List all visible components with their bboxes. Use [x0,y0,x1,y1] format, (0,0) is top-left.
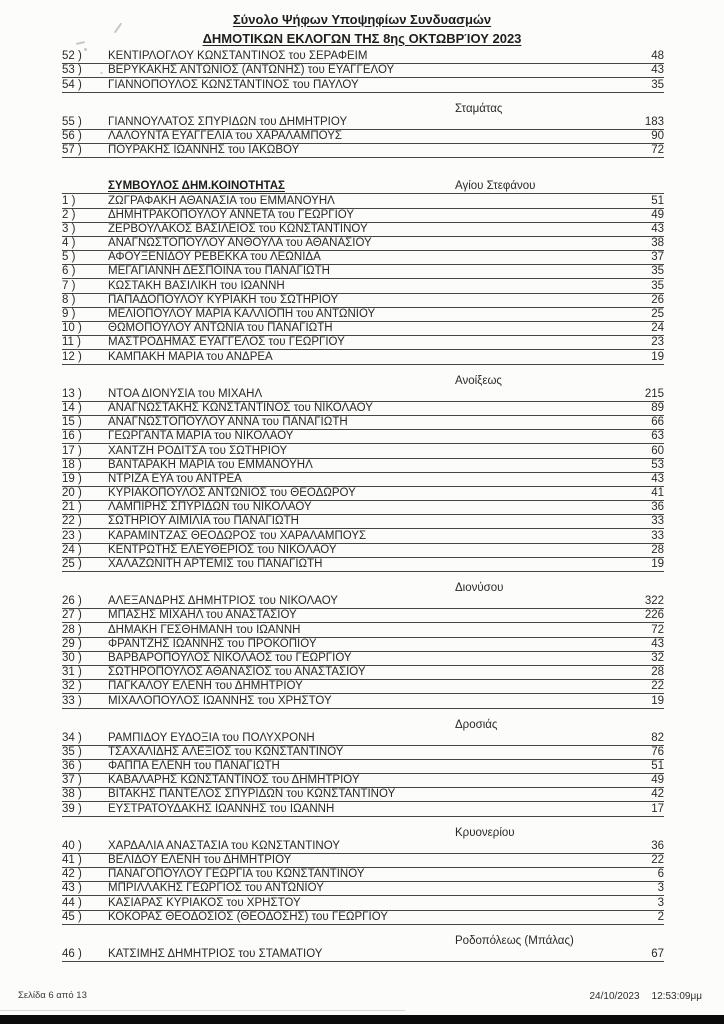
district-label-text: Κρυονερίου [455,826,515,839]
candidate-name: ΔΗΜΑΚΗ ΓΕΣΘΗΜΑΝΗ του ΙΩΑΝΝΗ [108,623,301,636]
candidate-name: ΦΑΠΠΑ ΕΛΕΝΗ του ΠΑΝΑΓΙΩΤΗ [108,760,280,773]
footer-page-number: Σελίδα 6 από 13 [18,990,87,1001]
vote-count: 35 [651,78,664,91]
candidate-number: 37 ) [62,774,82,787]
district-label [62,102,664,116]
vote-count: 36 [651,501,664,514]
candidate-name: ΓΙΑΝΝΟΥΛΑΤΟΣ ΣΠΥΡΙΔΩΝ του ΔΗΜΗΤΡΙΟΥ [108,115,348,128]
candidate-name: ΤΣΑΧΑΛΙΔΗΣ ΑΛΕΞΙΟΣ του ΚΩΝΣΤΑΝΤΙΝΟΥ [108,745,344,758]
candidate-row [62,78,664,92]
candidate-row [62,515,664,529]
candidate-row [62,50,664,64]
vote-count: 89 [651,401,664,414]
candidate-number: 57 ) [62,144,82,157]
candidate-row [62,854,664,868]
candidate-name: ΚΑΣΙΑΡΑΣ ΚΥΡΙΑΚΟΣ του ΧΡΗΣΤΟΥ [108,896,301,909]
candidate-row [62,459,664,473]
candidate-row [62,694,664,708]
candidate-name: ΠΑΠΑΔΟΠΟΥΛΟΥ ΚΥΡΙΑΚΗ του ΣΩΤΗΡΙΟΥ [108,293,339,306]
candidate-row [62,237,664,251]
candidate-number: 8 ) [62,293,76,306]
vote-count: 43 [651,472,664,485]
candidate-row [62,840,664,854]
candidate-number: 35 ) [62,745,82,758]
candidate-row [62,948,664,962]
vote-count: 19 [651,694,664,707]
candidate-name: ΑΝΑΓΝΩΣΤΑΚΗΣ ΚΩΝΣΤΑΝΤΙΝΟΣ του ΝΙΚΟΛΑΟΥ [108,401,373,414]
candidate-number: 33 ) [62,694,82,707]
candidate-row [62,623,664,637]
candidate-number: 26 ) [62,595,82,608]
candidate-name: ΜΕΓΑΓΙΑΝΝΗ ΔΕΣΠΟΙΝΑ του ΠΑΝΑΓΙΩΤΗ [108,265,330,278]
candidate-row [62,64,664,78]
vote-count: 76 [651,745,664,758]
candidate-number: 54 ) [62,78,82,91]
candidate-number: 56 ) [62,129,82,142]
candidate-row [62,130,664,144]
candidate-row [62,209,664,223]
district-label-text: Ροδοπόλεως (Μπάλας) [455,934,574,947]
candidate-name: ΒΕΡΥΚΑΚΗΣ ΑΝΤΩΝΙΟΣ (ΑΝΤΩΝΗΣ) του ΕΥΑΓΓΕΛΟΥ [108,64,395,77]
candidate-number: 52 ) [62,50,82,63]
vote-count: 48 [651,50,664,63]
vote-count: 38 [651,237,664,250]
vote-count: 36 [651,839,664,852]
candidate-name: ΜΕΛΙΟΠΟΥΛΟΥ ΜΑΡΙΑ ΚΑΛΛΙΟΠΗ του ΑΝΤΩΝΙΟΥ [108,308,376,320]
vote-count: 90 [651,129,664,142]
candidate-name: ΚΑΤΣΙΜΗΣ ΔΗΜΗΤΡΙΟΣ του ΣΤΑΜΑΤΙΟΥ [108,947,323,960]
candidate-row [62,416,664,430]
candidate-number: 44 ) [62,896,82,909]
footer-time: 12:53:09μμ [651,991,702,1002]
candidate-name: ΒΙΤΑΚΗΣ ΠΑΝΤΕΛΟΣ ΣΠΥΡΙΔΩΝ του ΚΩΝΣΤΑΝΤΙΝΟΥ [108,788,396,801]
candidate-row [62,501,664,515]
candidate-name: ΧΑΝΤΖΗ ΡΟΔΙΤΣΑ του ΣΩΤΗΡΙΟΥ [108,444,288,457]
vote-count: 41 [651,487,664,500]
candidate-number: 53 ) [62,64,82,77]
candidate-number: 28 ) [62,623,82,636]
candidate-row [62,732,664,746]
council-section-header-row [62,180,664,194]
vote-count: 24 [651,322,664,335]
candidate-name: ΒΑΝΤΑΡΑΚΗ ΜΑΡΙΑ του ΕΜΜΑΝΟΥΗΛ [108,458,313,471]
vote-count: 43 [651,222,664,235]
candidate-row [62,638,664,652]
district-label-text: Ανοίξεως [455,374,502,387]
candidate-row [62,251,664,265]
vote-count: 49 [651,208,664,221]
candidate-row [62,666,664,680]
candidate-name: ΧΑΡΔΑΛΙΑ ΑΝΑΣΤΑΣΙΑ του ΚΩΝΣΤΑΝΤΙΝΟΥ [108,839,340,852]
page-title: Σύνολο Ψήφων Υποψηφίων Συνδυασμών [232,12,492,27]
candidate-name: ΚΕΝΤΙΡΛΟΓΛΟΥ ΚΩΝΣΤΑΝΤΙΝΟΣ του ΣΕΡΑΦΕΙΜ [108,50,368,63]
candidate-number: 22 ) [62,515,82,528]
candidate-row [62,265,664,279]
candidate-name: ΖΩΓΡΑΦΑΚΗ ΑΘΑΝΑΣΙΑ του ΕΜΜΑΝΟΥΗΛ [108,194,335,207]
candidate-row [62,322,664,336]
candidate-name: ΝΤΡΙΖΑ ΕΥΑ του ΑΝΤΡΕΑ [108,472,242,485]
footer-date: 24/10/2023 [589,991,640,1002]
candidate-number: 23 ) [62,529,82,542]
candidate-number: 4 ) [62,237,76,250]
candidate-number: 15 ) [62,416,82,429]
candidate-row [62,595,664,609]
council-section-title: ΣΥΜΒΟΥΛΟΣ ΔΗΜ.ΚΟΙΝΟΤΗΤΑΣ [108,180,285,193]
vote-count: 17 [651,802,664,815]
results-table [62,50,664,962]
vote-count: 215 [644,387,664,400]
candidate-row [62,760,664,774]
candidate-number: 46 ) [62,947,82,960]
vote-count: 82 [651,731,664,744]
candidate-number: 29 ) [62,637,82,650]
candidate-row [62,788,664,802]
vote-count: 22 [651,854,664,866]
candidate-number: 42 ) [62,868,82,881]
vote-count: 26 [651,293,664,306]
candidate-number: 32 ) [62,680,82,693]
candidate-name: ΑΝΑΓΝΩΣΤΟΠΟΥΛΟΥ ΑΝΘΟΥΛΑ του ΑΘΑΝΑΣΙΟΥ [108,237,372,250]
candidate-number: 7 ) [62,279,76,292]
candidate-row [62,680,664,694]
vote-count: 2 [657,910,664,923]
vote-count: 35 [651,279,664,292]
candidate-number: 16 ) [62,430,82,443]
vote-count: 322 [644,595,664,608]
candidate-number: 2 ) [62,208,76,221]
vote-count: 51 [651,194,664,207]
candidate-name: ΜΠΑΣΗΣ ΜΙΧΑΗΛ του ΑΝΑΣΤΑΣΙΟΥ [108,609,297,622]
candidate-name: ΒΕΛΙΔΟΥ ΕΛΕΝΗ του ΔΗΜΗΤΡΙΟΥ [108,854,292,866]
vote-count: 22 [651,680,664,693]
candidate-name: ΕΥΣΤΡΑΤΟΥΔΑΚΗΣ ΙΩΑΝΝΗΣ του ΙΩΑΝΝΗ [108,802,335,815]
candidate-name: ΣΩΤΗΡΙΟΥ ΑΙΜΙΛΙΑ του ΠΑΝΑΓΙΩΤΗ [108,515,299,528]
scan-edge-artifact [0,1015,724,1024]
vote-count: 35 [651,265,664,278]
candidate-name: ΓΙΑΝΝΟΠΟΥΛΟΣ ΚΩΝΣΤΑΝΤΙΝΟΣ του ΠΑΥΛΟΥ [108,78,359,91]
vote-count: 183 [644,115,664,128]
district-label-text: Δροσιάς [455,718,498,731]
candidate-name: ΚΕΝΤΡΩΤΗΣ ΕΛΕΥΘΕΡΙΟΣ του ΝΙΚΟΛΑΟΥ [108,543,337,556]
candidate-number: 45 ) [62,910,82,923]
candidate-name: ΡΑΜΠΙΔΟΥ ΕΥΔΟΞΙΑ του ΠΟΛΥΧΡΟΝΗ [108,731,315,744]
candidate-name: ΚΑΡΑΜΙΝΤΖΑΣ ΘΕΟΔΩΡΟΣ του ΧΑΡΑΛΑΜΠΟΥΣ [108,529,367,542]
candidate-number: 30 ) [62,651,82,664]
candidate-row [62,558,664,572]
vote-count: 37 [651,251,664,264]
candidate-row [62,473,664,487]
candidate-name: ΛΑΜΠΙΡΗΣ ΣΠΥΡΙΔΩΝ του ΝΙΚΟΛΑΟΥ [108,501,312,514]
candidate-row [62,896,664,910]
candidate-name: ΚΩΣΤΑΚΗ ΒΑΣΙΛΙΚΗ του ΙΩΑΝΝΗ [108,279,285,292]
district-label-text: Σταμάτας [455,102,503,115]
candidate-number: 43 ) [62,882,82,895]
vote-count: 43 [651,637,664,650]
candidate-number: 20 ) [62,487,82,500]
candidate-number: 41 ) [62,854,82,866]
district-label [62,826,664,840]
vote-count: 19 [651,350,664,363]
candidate-number: 34 ) [62,731,82,744]
candidate-name: ΠΑΝΑΓΟΠΟΥΛΟΥ ΓΕΩΡΓΙΑ του ΚΩΝΣΤΑΝΤΙΝΟΥ [108,868,365,881]
candidate-name: ΜΠΡΙΛΛΑΚΗΣ ΓΕΩΡΓΙΟΣ του ΑΝΤΩΝΙΟΥ [108,882,324,895]
candidate-name: ΒΑΡΒΑΡΟΠΟΥΛΟΣ ΝΙΚΟΛΑΟΣ του ΓΕΩΡΓΙΟΥ [108,651,352,664]
candidate-number: 27 ) [62,609,82,622]
page-subtitle: ΔΗΜΟΤΙΚΩΝ ΕΚΛΟΓΩΝ ΤΗΣ 8ης ΟΚΤΩΒΡΊΟΥ 2023 [202,31,522,46]
candidate-row [62,882,664,896]
candidate-name: ΚΥΡΙΑΚΟΠΟΥΛΟΣ ΑΝΤΩΝΙΟΣ του ΘΕΟΔΩΡΟΥ [108,487,356,500]
candidate-row [62,294,664,308]
candidate-number: 38 ) [62,788,82,801]
candidate-number: 14 ) [62,401,82,414]
candidate-row [62,544,664,558]
district-label [62,581,664,595]
candidate-row [62,223,664,237]
vote-count: 66 [651,416,664,429]
candidate-row [62,194,664,208]
candidate-number: 3 ) [62,222,76,235]
district-label-text: Διονύσου [455,582,504,594]
candidate-name: ΣΩΤΗΡΟΠΟΥΛΟΣ ΑΘΑΝΑΣΙΟΣ του ΑΝΑΣΤΑΣΙΟΥ [108,666,366,679]
candidate-number: 6 ) [62,265,76,278]
vote-count: 6 [657,868,664,881]
header-name-cell [108,180,608,193]
candidate-number: 18 ) [62,458,82,471]
vote-count: 67 [651,947,664,960]
vote-count: 32 [651,651,664,664]
candidate-row [62,868,664,882]
candidate-number: 40 ) [62,839,82,852]
candidate-number: 5 ) [62,251,76,264]
candidate-name: ΑΦΟΥΞΕΝΙΔΟΥ ΡΕΒΕΚΚΑ του ΛΕΩΝΙΔΑ [108,251,321,264]
candidate-row [62,350,664,364]
scan-line-artifact [0,1010,405,1011]
candidate-row [62,279,664,293]
candidate-name: ΚΑΜΠΑΚΗ ΜΑΡΙΑ του ΑΝΔΡΕΑ [108,350,273,363]
vote-count: 60 [651,444,664,457]
vote-count: 25 [651,308,664,320]
candidate-row [62,444,664,458]
candidate-number: 9 ) [62,308,76,320]
candidate-row [62,430,664,444]
candidate-number: 17 ) [62,444,82,457]
candidate-number: 39 ) [62,802,82,815]
candidate-row [62,388,664,402]
candidate-number: 13 ) [62,387,82,400]
candidate-row [62,529,664,543]
candidate-name: ΜΙΧΑΛΟΠΟΥΛΟΣ ΙΩΑΝΝΗΣ του ΧΡΗΣΤΟΥ [108,694,332,707]
candidate-name: ΚΟΚΟΡΑΣ ΘΕΟΔΟΣΙΟΣ (ΘΕΟΔΟΣΗΣ) του ΓΕΩΡΓΙΟΥ [108,910,388,923]
candidate-number: 36 ) [62,760,82,773]
candidate-row [62,336,664,350]
vote-count: 19 [651,558,664,570]
vote-count: 28 [651,543,664,556]
candidate-name: ΔΗΜΗΤΡΑΚΟΠΟΥΛΟΥ ΑΝΝΕΤΑ του ΓΕΩΡΓΙΟΥ [108,208,355,221]
candidate-row [62,402,664,416]
candidate-name: ΧΑΛΑΖΩΝΙΤΗ ΑΡΤΕΜΙΣ του ΠΑΝΑΓΙΩΤΗ [108,558,323,570]
candidate-name: ΑΝΑΓΝΩΣΤΟΠΟΥΛΟΥ ΑΝΝΑ του ΠΑΝΑΓΙΩΤΗ [108,416,348,429]
candidate-row [62,802,664,816]
vote-count: 51 [651,760,664,773]
candidate-row [62,116,664,130]
candidate-name: ΝΤΟΑ ΔΙΟΝΥΣΙΑ του ΜΙΧΑΗΛ [108,387,263,400]
vote-count: 49 [651,774,664,787]
footer-timestamp [589,991,702,1002]
candidate-number: 24 ) [62,543,82,556]
vote-count: 43 [651,64,664,77]
vote-count: 3 [657,882,664,895]
vote-count: 33 [651,515,664,528]
vote-count: 42 [651,788,664,801]
candidate-name: ΛΑΛΟΥΝΤΑ ΕΥΑΓΓΕΛΙΑ του ΧΑΡΑΛΑΜΠΟΥΣ [108,129,343,142]
candidate-number: 25 ) [62,558,82,570]
vote-count: 28 [651,666,664,679]
district-label-text: Αγίου Στεφάνου [455,180,536,193]
candidate-row [62,652,664,666]
vote-count: 3 [657,896,664,909]
district-label [62,934,664,948]
candidate-number: 21 ) [62,501,82,514]
candidate-row [62,609,664,623]
candidate-row [62,308,664,322]
candidate-name: ΠΟΥΡΑΚΗΣ ΙΩΑΝΝΗΣ του ΙΑΚΩΒΟΥ [108,144,300,157]
vote-count: 53 [651,458,664,471]
district-label [62,718,664,732]
candidate-row [62,487,664,501]
candidate-number: 10 ) [62,322,82,335]
vote-count: 33 [651,529,664,542]
candidate-name: ΦΡΑΝΤΖΗΣ ΙΩΑΝΝΗΣ του ΠΡΟΚΟΠΙΟΥ [108,637,317,650]
candidate-number: 31 ) [62,666,82,679]
candidate-name: ΓΕΩΡΓΑΝΤΑ ΜΑΡΙΑ του ΝΙΚΟΛΑΟΥ [108,430,294,443]
vote-count: 226 [644,609,664,622]
candidate-number: 55 ) [62,115,82,128]
candidate-row [62,144,664,158]
candidate-name: ΠΑΓΚΑΛΟΥ ΕΛΕΝΗ του ΔΗΜΗΤΡΙΟΥ [108,680,303,693]
candidate-number: 1 ) [62,194,76,207]
candidate-name: ΘΩΜΟΠΟΥΛΟΥ ΑΝΤΩΝΙΑ του ΠΑΝΑΓΙΩΤΗ [108,322,333,335]
vote-count: 72 [651,623,664,636]
candidate-number: 12 ) [62,350,82,363]
vote-count: 72 [651,144,664,157]
candidate-row [62,746,664,760]
candidate-row [62,911,664,925]
candidate-name: ΖΕΡΒΟΥΛΑΚΟΣ ΒΑΣΙΛΕΙΟΣ του ΚΩΝΣΤΑΝΤΙΝΟΥ [108,222,368,235]
candidate-row [62,774,664,788]
district-label [62,374,664,388]
candidate-number: 11 ) [62,336,81,349]
vote-count: 23 [651,336,664,349]
vote-count: 63 [651,430,664,443]
candidate-name: ΑΛΕΞΑΝΔΡΗΣ ΔΗΜΗΤΡΙΟΣ του ΝΙΚΟΛΑΟΥ [108,595,338,608]
candidate-name: ΜΑΣΤΡΟΔΗΜΑΣ ΕΥΑΓΓΕΛΟΣ του ΓΕΩΡΓΙΟΥ [108,336,345,349]
candidate-number: 19 ) [62,472,82,485]
candidate-name: ΚΑΒΑΛΑΡΗΣ ΚΩΝΣΤΑΝΤΙΝΟΣ του ΔΗΜΗΤΡΙΟΥ [108,774,360,787]
